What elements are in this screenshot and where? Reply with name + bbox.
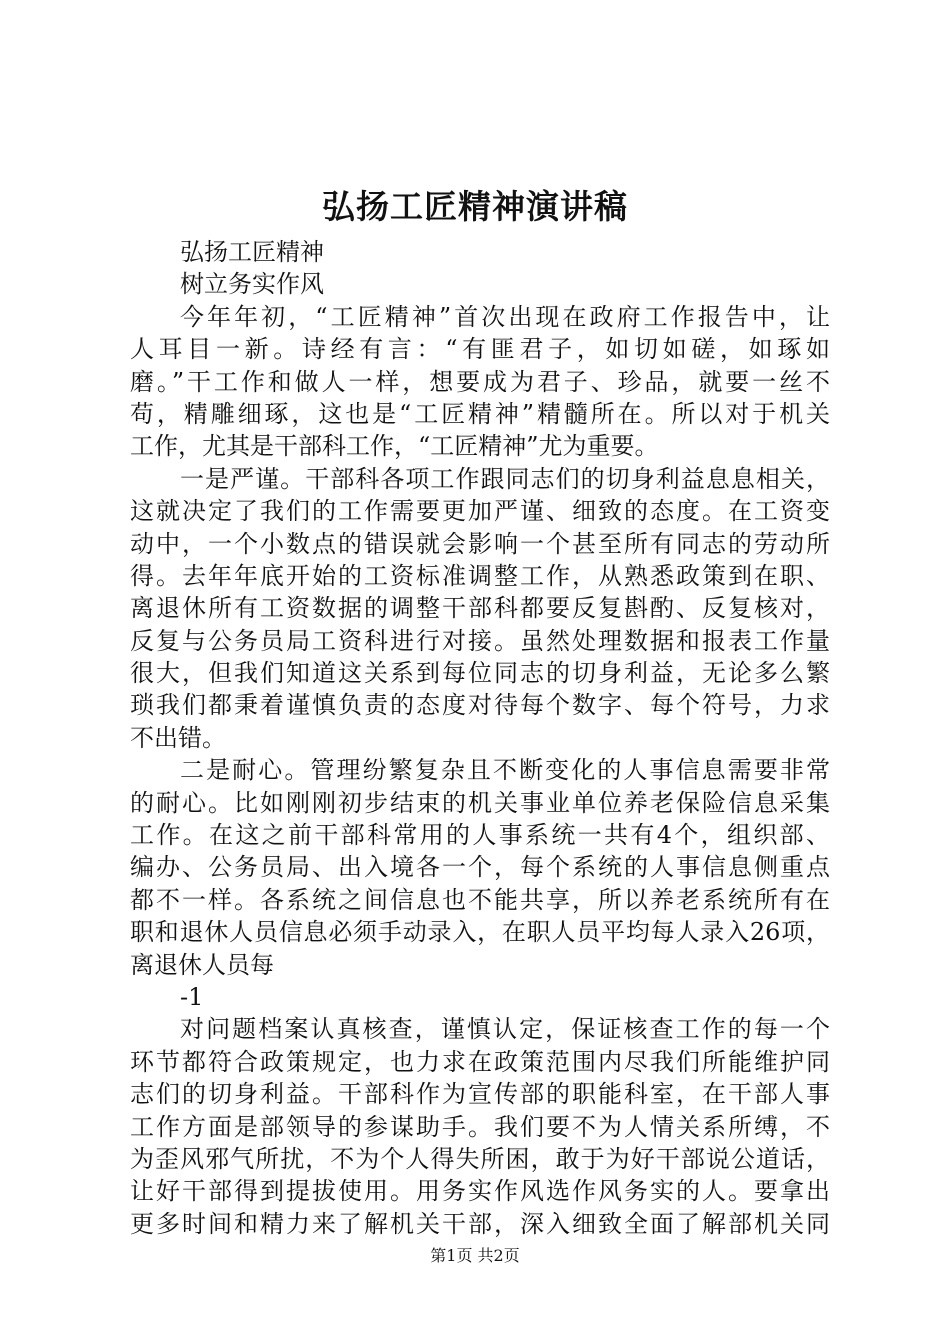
paragraph-line: 动中，一个小数点的错误就会影响一个甚至所有同志的劳动所: [130, 529, 830, 558]
subtitle-line: 弘扬工匠精神: [180, 238, 324, 266]
paragraph-line: 为歪风邪气所扰，不为个人得失所困，敢于为好干部说公道话，: [130, 1144, 830, 1173]
paragraph-line: 二是耐心。管理纷繁复杂且不断变化的人事信息需要非常: [180, 756, 830, 785]
paragraph-line: 今年年初，“工匠精神”首次出现在政府工作报告中，让: [180, 302, 830, 331]
paragraph-line: 志们的切身利益。干部科作为宣传部的职能科室，在干部人事: [130, 1080, 830, 1109]
paragraph-line: 让好干部得到提拔使用。用务实作风选作风务实的人。要拿出: [130, 1177, 830, 1206]
subtitle-line: 树立务实作风: [180, 270, 324, 299]
paragraph-line: 工作，尤其是干部科工作，“工匠精神”尤为重要。: [130, 432, 659, 461]
paragraph-line: 都不一样。各系统之间信息也不能共享，所以养老系统所有在: [130, 885, 830, 914]
document-title: 弘扬工匠精神演讲稿: [322, 187, 628, 226]
paragraph-line: 离退休所有工资数据的调整干部科都要反复斟酌、反复核对，: [130, 594, 830, 623]
paragraph-line: 工作。在这之前干部科常用的人事系统一共有4个，组织部、: [130, 821, 830, 850]
paragraph-line: 磨。”干工作和做人一样，想要成为君子、珍品，就要一丝不: [130, 367, 830, 396]
paragraph-line: 反复与公务员局工资科进行对接。虽然处理数据和报表工作量: [130, 626, 830, 655]
paragraph-line: 很大，但我们知道这关系到每位同志的切身利益，无论多么繁: [130, 659, 830, 688]
paragraph-line: 琐我们都秉着谨慎负责的态度对待每个数字、每个符号，力求: [130, 691, 830, 720]
paragraph-line: 人耳目一新。诗经有言：“有匪君子，如切如磋，如琢如: [130, 335, 830, 364]
paragraph-line: 离退休人员每: [130, 950, 274, 979]
paragraph-line: 对问题档案认真核查，谨慎认定，保证核查工作的每一个: [180, 1015, 830, 1044]
paragraph-line: 一是严谨。干部科各项工作跟同志们的切身利益息息相关，: [180, 464, 830, 493]
paragraph-line: 得。去年年底开始的工资标准调整工作，从熟悉政策到在职、: [130, 561, 830, 590]
paragraph-line: 的耐心。比如刚刚初步结束的机关事业单位养老保险信息采集: [130, 788, 830, 817]
paragraph-line: 这就决定了我们的工作需要更加严谨、细致的态度。在工资变: [130, 497, 830, 526]
paragraph-line: 环节都符合政策规定，也力求在政策范围内尽我们所能维护同: [130, 1047, 830, 1076]
paragraph-line: 更多时间和精力来了解机关干部，深入细致全面了解部机关同: [130, 1209, 830, 1238]
paragraph-line: 编办、公务员局、出入境各一个，每个系统的人事信息侧重点: [130, 853, 830, 882]
page-number-footer: 第1页 共2页: [430, 1246, 520, 1265]
paragraph-line: 职和退休人员信息必须手动录入，在职人员平均每人录入26项，: [130, 918, 830, 947]
paragraph-line: 苟，精雕细琢，这也是“工匠精神”精髓所在。所以对于机关: [130, 399, 830, 428]
paragraph-line: 工作方面是部领导的参谋助手。我们要不为人情关系所缚，不: [130, 1112, 830, 1141]
document-body: [130, 236, 830, 1240]
paragraph-line: 不出错。: [130, 723, 226, 752]
inline-page-marker: -1: [180, 982, 204, 1011]
